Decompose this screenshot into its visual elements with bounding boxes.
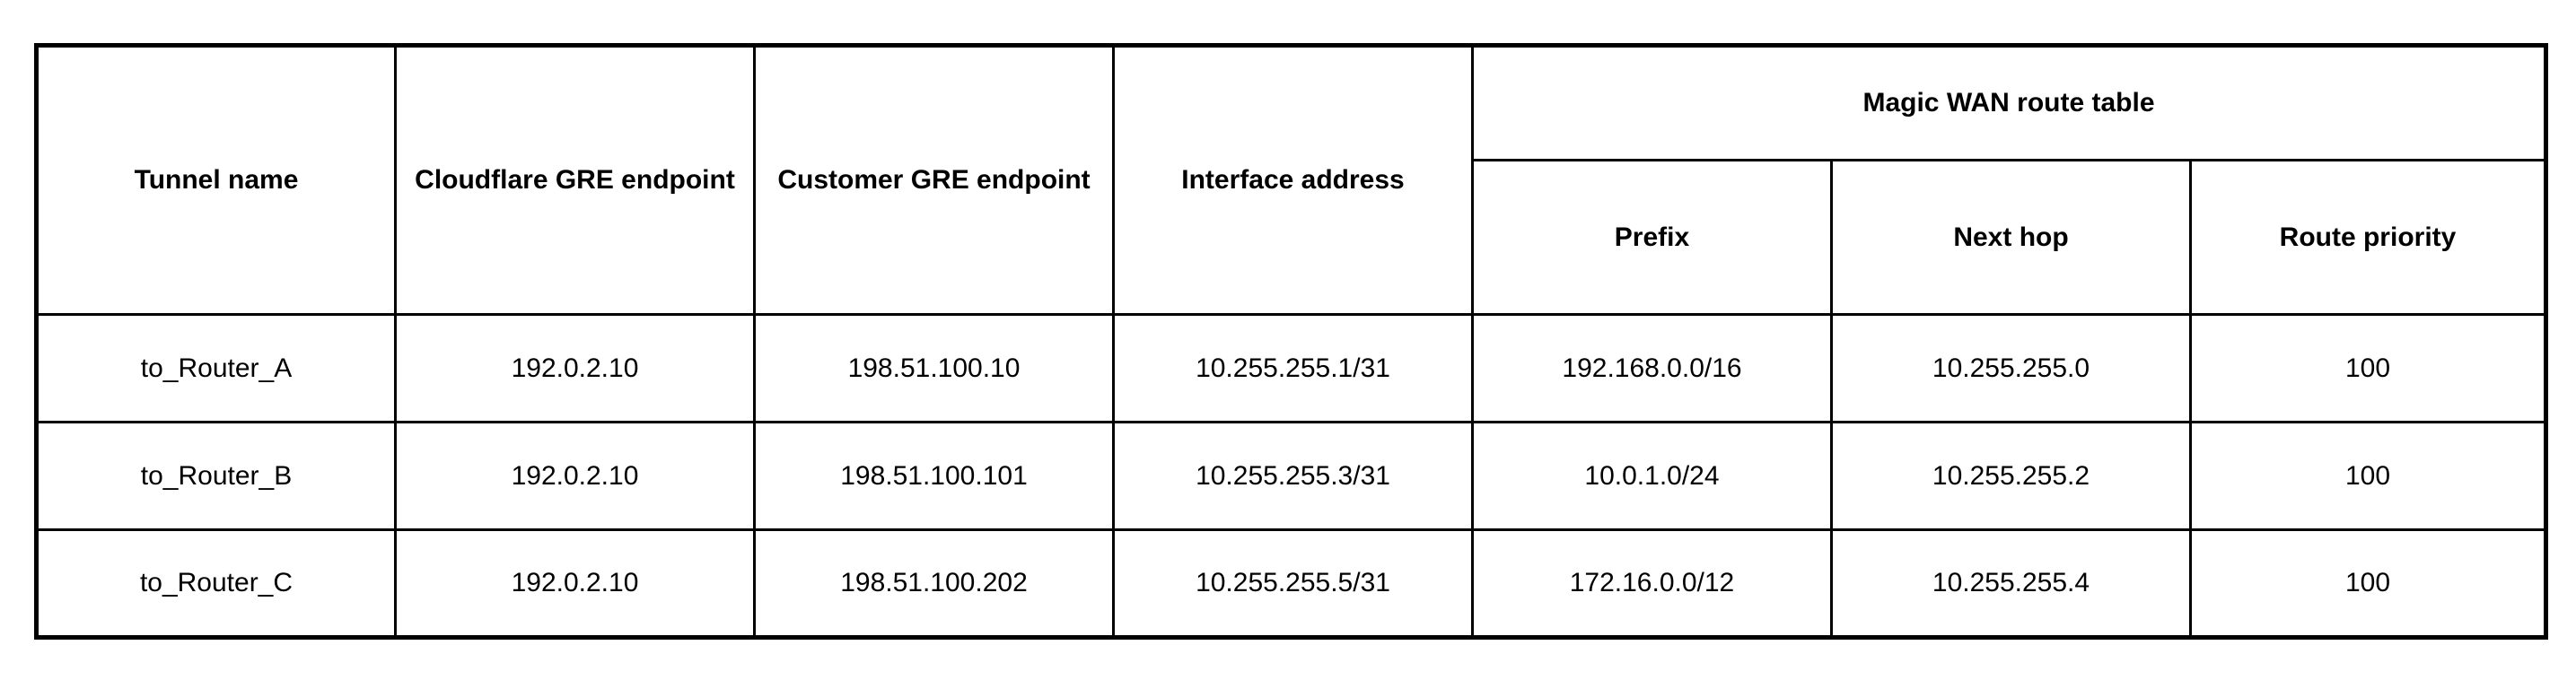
cell-next-hop: 10.255.255.0	[1832, 315, 2191, 423]
cell-tunnel-name: to_Router_A	[37, 315, 396, 423]
table-row	[37, 315, 2546, 423]
table-head	[37, 46, 2546, 315]
column-header-interface-address: Interface address	[1114, 46, 1473, 315]
column-header-route-priority: Route priority	[2191, 161, 2546, 315]
column-header-customer-gre-endpoint: Customer GRE endpoint	[755, 46, 1114, 315]
cell-cloudflare-gre-endpoint: 192.0.2.10	[396, 315, 755, 423]
cell-cloudflare-gre-endpoint: 192.0.2.10	[396, 530, 755, 638]
magic-wan-tunnel-route-table	[34, 43, 2548, 640]
cell-route-priority: 100	[2191, 423, 2546, 530]
table-row	[37, 423, 2546, 530]
column-header-cloudflare-gre-endpoint: Cloudflare GRE endpoint	[396, 46, 755, 315]
cell-cloudflare-gre-endpoint: 192.0.2.10	[396, 423, 755, 530]
column-header-prefix: Prefix	[1473, 161, 1832, 315]
cell-route-priority: 100	[2191, 315, 2546, 423]
cell-route-priority: 100	[2191, 530, 2546, 638]
column-group-header-magic-wan-route-table: Magic WAN route table	[1473, 46, 2546, 161]
cell-customer-gre-endpoint: 198.51.100.202	[755, 530, 1114, 638]
cell-next-hop: 10.255.255.2	[1832, 423, 2191, 530]
cell-next-hop: 10.255.255.4	[1832, 530, 2191, 638]
cell-tunnel-name: to_Router_B	[37, 423, 396, 530]
cell-interface-address: 10.255.255.1/31	[1114, 315, 1473, 423]
header-row-primary	[37, 46, 2546, 161]
column-header-tunnel-name: Tunnel name	[37, 46, 396, 315]
column-header-next-hop: Next hop	[1832, 161, 2191, 315]
cell-prefix: 172.16.0.0/12	[1473, 530, 1832, 638]
table-row	[37, 530, 2546, 638]
cell-interface-address: 10.255.255.5/31	[1114, 530, 1473, 638]
cell-interface-address: 10.255.255.3/31	[1114, 423, 1473, 530]
cell-tunnel-name: to_Router_C	[37, 530, 396, 638]
cell-prefix: 192.168.0.0/16	[1473, 315, 1832, 423]
cell-customer-gre-endpoint: 198.51.100.10	[755, 315, 1114, 423]
cell-prefix: 10.0.1.0/24	[1473, 423, 1832, 530]
table-body	[37, 315, 2546, 638]
cell-customer-gre-endpoint: 198.51.100.101	[755, 423, 1114, 530]
